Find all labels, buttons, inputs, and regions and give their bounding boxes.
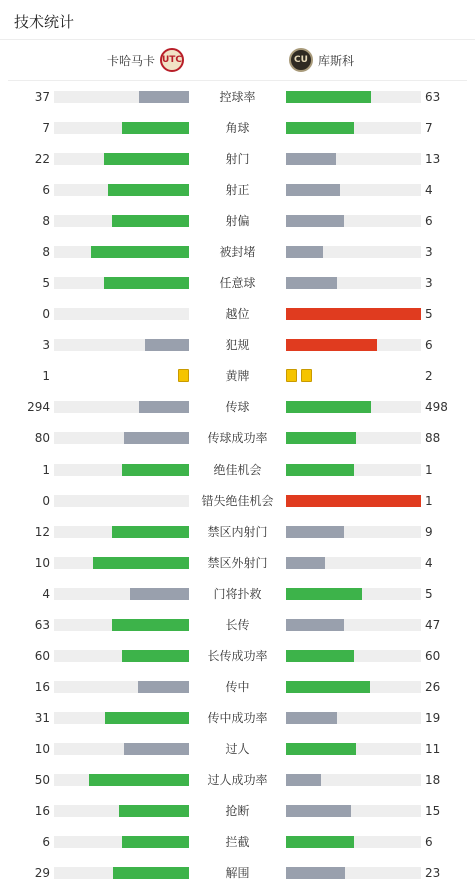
home-stat-value: 6 [42,835,50,849]
home-stat-value: 22 [34,152,50,167]
stat-row [0,556,475,570]
away-stat-bar-fill [286,215,344,227]
stat-label: 长传成功率 [207,648,268,663]
away-stat-bar-fill [286,153,336,165]
home-stat-bar-fill [89,774,189,786]
home-stat-bar [54,308,189,320]
stat-row [0,618,475,632]
away-stat-value: 498 [425,400,448,415]
away-stat-bar-fill [286,246,323,258]
stat-row [0,121,475,135]
home-stat-bar-fill [124,432,189,444]
home-stat-bar [54,619,189,631]
away-stat-value: 4 [425,183,433,198]
away-stat-bar-fill [286,712,337,724]
stat-label: 长传 [225,617,250,632]
home-stat-value: 3 [42,338,50,353]
away-stat-bar [286,184,421,196]
home-stat-bar [54,712,189,724]
home-stat-bar [54,805,189,817]
home-stat-value: 10 [34,741,50,756]
away-stat-value: 5 [425,307,433,322]
stat-label: 绝佳机会 [213,462,262,477]
home-stat-value: 294 [27,400,50,415]
away-stat-value: 4 [425,555,433,570]
away-stat-bar [286,464,421,476]
stat-label: 传中 [225,679,250,694]
stat-row [0,587,475,601]
stat-row [0,742,475,756]
home-stat-bar-fill [138,681,189,693]
home-stat-bar-fill [119,805,189,817]
away-stat-bar-fill [286,650,354,662]
home-stat-bar-fill [104,277,189,289]
stat-label: 禁区内射门 [207,524,268,539]
stat-label: 解围 [225,866,250,880]
away-stat-bar-fill [286,619,344,631]
away-stat-bar-fill [286,526,344,538]
stat-label: 门将扑救 [213,586,262,601]
stat-label: 被封堵 [219,245,256,260]
home-stat-value: 16 [34,803,50,818]
home-stat-bar [54,464,189,476]
away-stat-bar [286,432,421,444]
home-stat-value: 10 [34,555,50,570]
home-stat-bar [54,557,189,569]
home-stat-bar-fill [104,153,189,165]
home-stat-bar [54,774,189,786]
away-stat-value: 1 [425,462,433,477]
home-stat-bar-fill [139,91,189,103]
away-stat-bar-fill [286,91,371,103]
home-stat-value: 63 [34,617,50,632]
away-stat-value: 6 [425,338,433,353]
stat-row [0,463,475,477]
home-stat-bar-fill [91,246,190,258]
home-stat-bar-fill [145,339,190,351]
away-stat-value: 60 [425,648,441,663]
stat-label: 过人 [225,741,250,756]
home-stat-value: 4 [42,586,50,601]
away-stat-bar [286,495,421,507]
away-stat-bar [286,588,421,600]
home-stat-bar [54,681,189,693]
away-yellow-cards [286,369,312,383]
home-stat-value: 6 [42,183,50,198]
away-stat-value: 88 [425,431,441,446]
away-stat-bar [286,681,421,693]
home-stat-value: 80 [34,431,50,446]
away-stat-bar [286,277,421,289]
home-stat-value: 0 [42,493,50,508]
home-stat-bar-fill [112,619,189,631]
stats-header [0,0,475,40]
away-team-logo: CU [289,48,313,72]
home-stat-bar [54,743,189,755]
away-stat-bar [286,557,421,569]
home-stat-value: 7 [42,121,50,135]
stat-label: 越位 [225,307,250,322]
away-stat-bar [286,215,421,227]
home-team-logo: UTC [160,48,184,72]
home-stat-value: 12 [34,524,50,539]
team-header [8,40,467,81]
home-stat-value: 31 [34,710,50,725]
yellow-card-icon [301,369,312,382]
stat-row [0,90,475,104]
home-stat-value: 16 [34,679,50,694]
away-stat-value: 2 [425,369,433,384]
away-stat-value: 3 [425,276,433,291]
home-stat-value: 5 [42,276,50,291]
home-stat-bar-fill [93,557,189,569]
away-stat-bar-fill [286,495,421,507]
stat-row [0,525,475,539]
away-stat-bar [286,619,421,631]
home-stat-bar [54,215,189,227]
away-stat-bar-fill [286,184,340,196]
away-stat-value: 6 [425,835,433,849]
away-stat-bar [286,91,421,103]
stat-row [0,649,475,663]
home-stat-bar-fill [112,526,189,538]
away-stat-bar [286,836,421,848]
home-stat-value: 37 [34,90,50,104]
away-team-name: 库斯科 [318,53,355,68]
away-stat-value: 19 [425,710,441,725]
away-stat-value: 1 [425,493,433,508]
away-stat-bar [286,122,421,134]
stat-row [0,214,475,228]
stat-row [0,711,475,725]
stat-row [0,307,475,321]
stat-row [0,369,475,383]
away-stat-value: 7 [425,121,433,135]
away-stat-value: 15 [425,803,441,818]
home-stat-bar-fill [113,867,189,879]
home-stat-value: 50 [34,772,50,787]
stat-label: 传中成功率 [207,710,268,725]
away-stat-bar-fill [286,681,370,693]
stat-row [0,400,475,414]
away-stat-bar-fill [286,308,421,320]
away-stat-bar [286,526,421,538]
home-stat-bar-fill [108,184,189,196]
away-stat-bar-fill [286,122,354,134]
away-stat-bar-fill [286,805,351,817]
home-stat-bar [54,495,189,507]
home-stat-bar [54,184,189,196]
away-stat-value: 11 [425,741,441,756]
home-stat-bar [54,588,189,600]
stat-row [0,338,475,352]
home-stat-value: 60 [34,648,50,663]
stat-label: 射门 [225,152,250,167]
stat-row [0,773,475,787]
stat-label: 控球率 [219,90,256,104]
stat-label: 犯规 [225,338,250,353]
home-stat-bar [54,526,189,538]
away-stat-value: 18 [425,772,441,787]
stat-row [0,431,475,445]
away-stat-value: 47 [425,617,441,632]
home-stat-value: 0 [42,307,50,322]
stat-label: 过人成功率 [207,772,268,787]
stat-row [0,835,475,849]
away-stat-bar-fill [286,867,345,879]
stat-label: 传球 [225,400,250,415]
home-stat-bar-fill [122,836,190,848]
away-stat-bar [286,308,421,320]
away-stat-bar [286,650,421,662]
away-stat-bar-fill [286,557,325,569]
home-team-name: 卡哈马卡 [106,53,155,68]
home-stat-bar [54,867,189,879]
home-stat-bar [54,339,189,351]
away-stat-bar-fill [286,774,321,786]
home-stat-bar [54,432,189,444]
home-stat-bar [54,153,189,165]
away-stat-bar-fill [286,743,356,755]
home-stat-bar-fill [112,215,189,227]
home-stat-bar [54,401,189,413]
away-stat-bar [286,712,421,724]
stat-label: 任意球 [219,276,256,291]
home-stat-bar [54,91,189,103]
stat-label: 射正 [225,183,250,198]
away-stat-value: 9 [425,524,433,539]
away-stat-bar [286,246,421,258]
home-stat-bar-fill [139,401,189,413]
home-stat-bar [54,277,189,289]
home-stat-value: 1 [42,369,50,384]
stat-row [0,866,475,880]
away-stat-bar [286,774,421,786]
away-stat-value: 13 [425,152,441,167]
stat-row [0,152,475,166]
home-stat-bar-fill [105,712,189,724]
stat-row [0,245,475,259]
home-stat-bar-fill [130,588,189,600]
away-stat-bar [286,867,421,879]
yellow-card-icon [178,369,189,382]
away-stat-value: 23 [425,866,441,880]
away-stat-bar-fill [286,464,354,476]
away-stat-value: 63 [425,90,441,104]
away-stat-value: 6 [425,214,433,229]
home-stat-bar-fill [124,743,189,755]
stat-row [0,276,475,290]
stat-label: 禁区外射门 [207,555,268,570]
away-stat-bar [286,153,421,165]
home-team[interactable] [107,40,184,80]
away-stat-bar-fill [286,588,362,600]
away-team[interactable] [289,40,354,80]
stat-label: 拦截 [225,835,250,849]
stat-row [0,680,475,694]
away-stat-value: 5 [425,586,433,601]
home-stat-bar-fill [122,464,190,476]
away-stat-bar [286,339,421,351]
home-stat-value: 8 [42,214,50,229]
home-stat-value: 1 [42,462,50,477]
home-stat-bar-fill [122,650,190,662]
stat-row [0,804,475,818]
away-stat-bar-fill [286,339,377,351]
stat-label: 错失绝佳机会 [201,493,274,508]
away-stat-value: 3 [425,245,433,260]
stat-row [0,494,475,508]
home-stat-bar-fill [122,122,190,134]
stat-row [0,183,475,197]
home-stat-value: 29 [34,866,50,880]
away-stat-bar-fill [286,836,354,848]
home-stat-value: 8 [42,245,50,260]
away-stat-bar [286,805,421,817]
home-yellow-cards [178,369,189,383]
home-stat-bar [54,836,189,848]
page-title: 技术统计 [14,13,75,31]
stat-label: 角球 [225,121,250,135]
stat-label: 射偏 [225,214,250,229]
home-stat-bar [54,122,189,134]
away-stat-bar-fill [286,277,337,289]
away-stat-bar-fill [286,432,356,444]
away-stat-bar [286,401,421,413]
away-stat-value: 26 [425,679,441,694]
yellow-card-icon [286,369,297,382]
stat-label: 抢断 [225,803,250,818]
away-stat-bar [286,743,421,755]
home-stat-bar [54,246,189,258]
stat-label: 黄牌 [225,369,250,384]
home-stat-bar [54,650,189,662]
stat-label: 传球成功率 [207,431,268,446]
away-stat-bar-fill [286,401,371,413]
